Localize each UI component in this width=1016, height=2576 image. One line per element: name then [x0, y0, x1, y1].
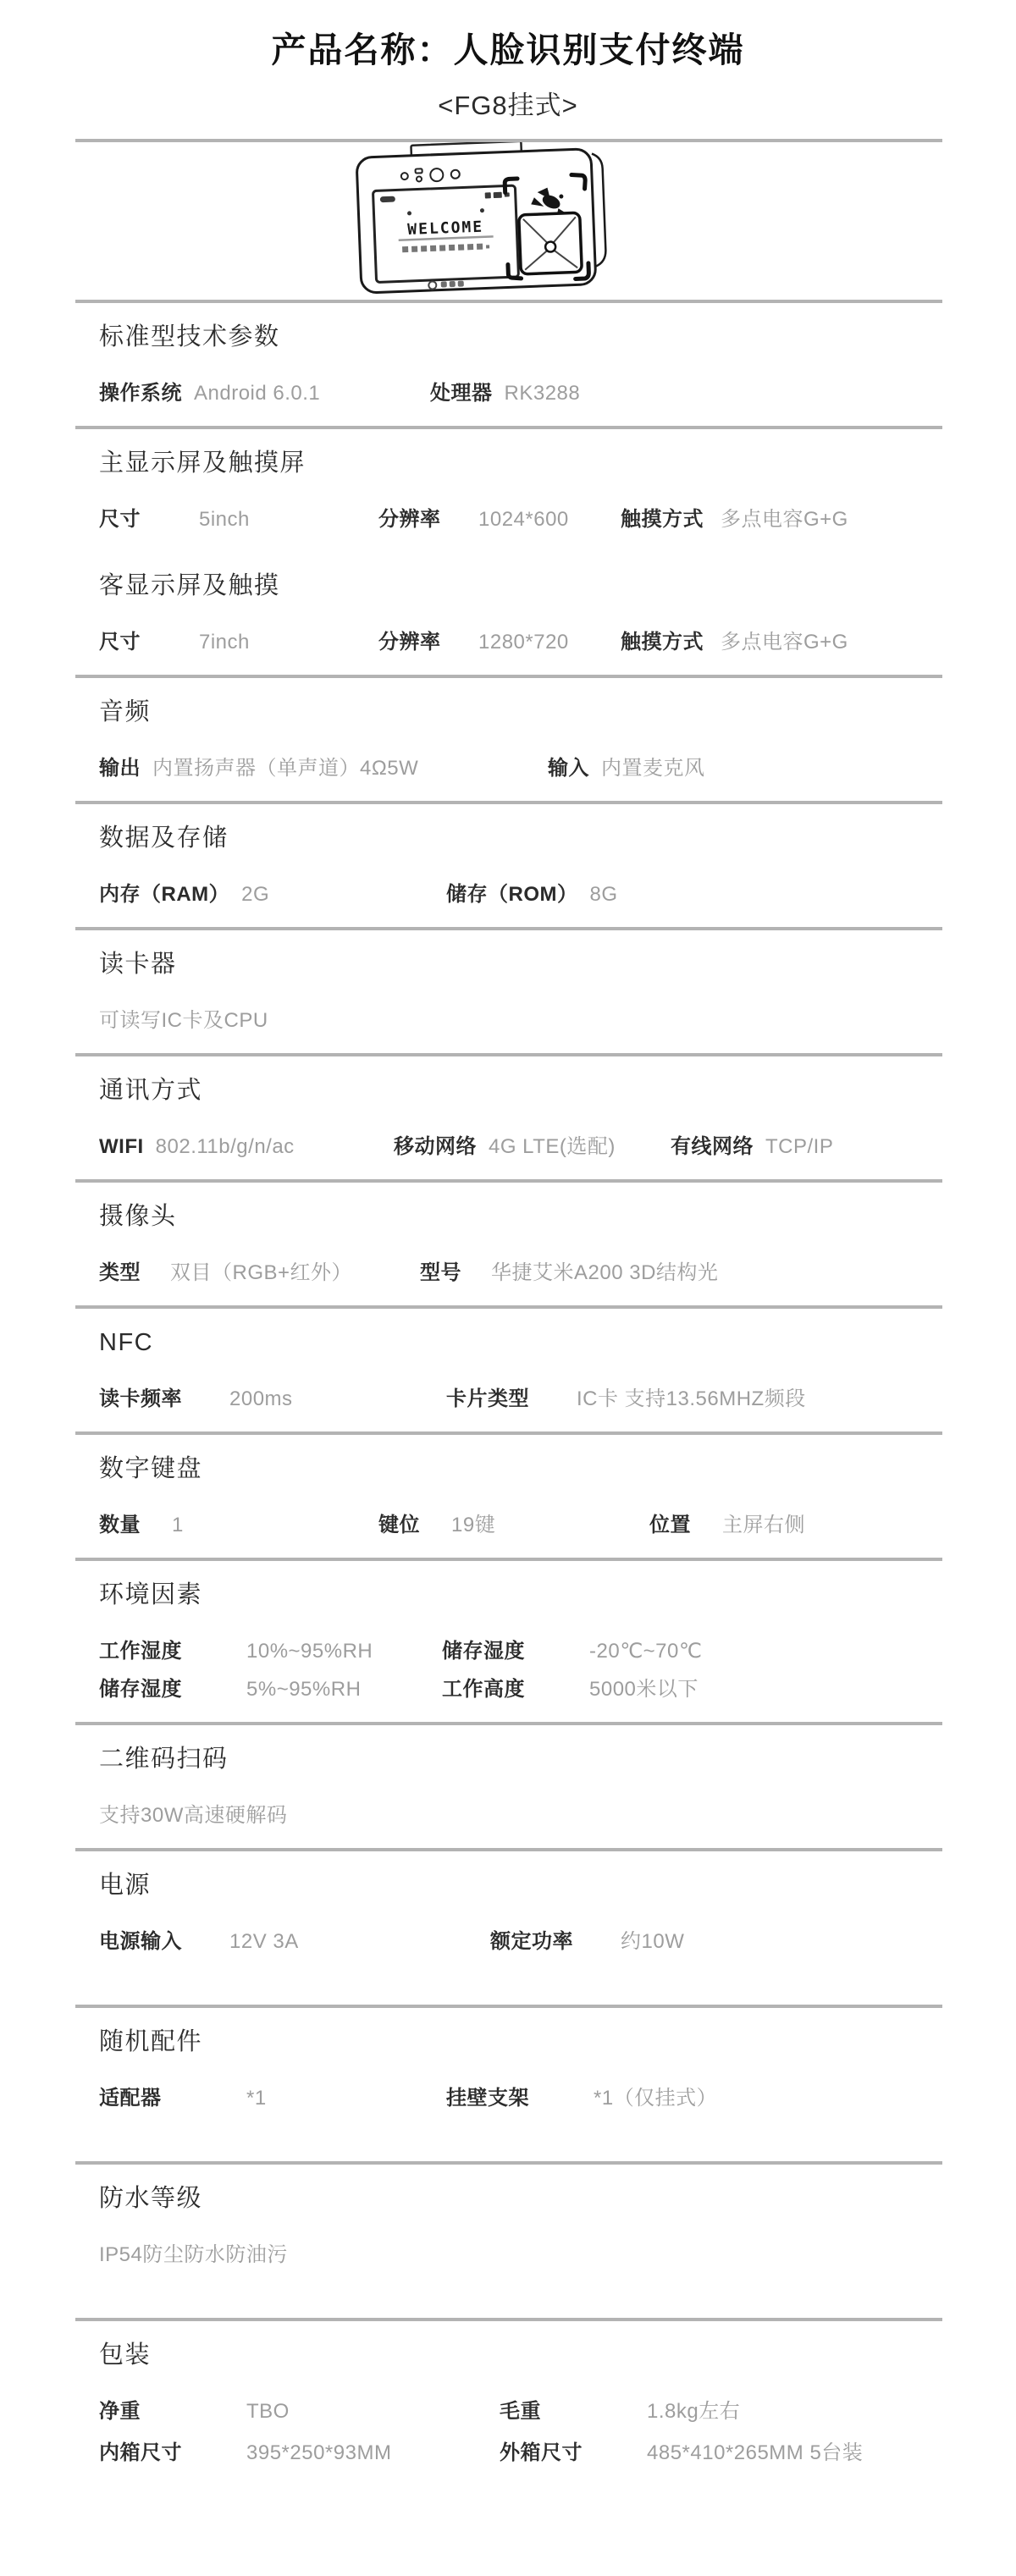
- spec-pair: [621, 508, 919, 532]
- section-title: NFC: [99, 1329, 154, 1356]
- spec-row: [99, 1261, 919, 1285]
- spec-label: 挂壁支架: [446, 2087, 529, 2110]
- spec-value: 内置扬声器（单声道）4Ω5W: [152, 757, 419, 780]
- spec-label: 内存（RAM）: [99, 883, 230, 906]
- spec-pair: [99, 1678, 442, 1702]
- spec-pair: [490, 1930, 919, 1954]
- spec-pair: [99, 1387, 446, 1411]
- spec-row: [99, 508, 919, 532]
- spec-value: 双目（RGB+红外）: [170, 1261, 353, 1284]
- spec-value: 10%~95%RH: [246, 1640, 373, 1663]
- spec-value: 华捷艾米A200 3D结构光: [491, 1261, 719, 1284]
- spec-row: [99, 1387, 919, 1411]
- spec-label: 尺寸: [99, 508, 141, 531]
- face-payment-terminal-drawing: [0, 142, 1016, 300]
- spec-pair: [99, 1261, 420, 1285]
- spec-pair: [99, 1009, 919, 1033]
- spec-pair: [99, 1514, 378, 1537]
- spec-section-keypad: [75, 1435, 942, 1558]
- spec-pair: [99, 2400, 500, 2424]
- spec-pair: [99, 2087, 446, 2110]
- spec-label: 处理器: [430, 382, 493, 405]
- spec-value: 5%~95%RH: [246, 1678, 362, 1701]
- spec-row: [99, 1135, 919, 1159]
- spec-label: 有线网络: [671, 1135, 754, 1158]
- spec-label: 工作高度: [442, 1678, 525, 1701]
- section-title: 防水等级: [99, 2185, 203, 2212]
- spec-row: [99, 1640, 919, 1663]
- spec-value: *1: [246, 2087, 267, 2110]
- section-title: 数字键盘: [99, 1455, 203, 1482]
- section-title: 随机配件: [99, 2028, 203, 2055]
- spec-section-qr-scan: [75, 1725, 942, 1848]
- spec-value: 1024*600: [478, 508, 569, 531]
- spec-value: 7inch: [199, 631, 250, 654]
- spec-label: 储存湿度: [442, 1640, 525, 1663]
- spec-section-accessories: [75, 2008, 942, 2161]
- spec-row: [99, 2400, 919, 2424]
- spec-pair: [500, 2400, 919, 2424]
- spec-value: 2G: [241, 883, 270, 906]
- spec-section-card-reader: [75, 930, 942, 1053]
- spec-label: 电源输入: [99, 1930, 182, 1953]
- spec-value: 5inch: [199, 508, 250, 531]
- spec-pair: [430, 382, 919, 405]
- spec-section-packaging: [75, 2321, 942, 2485]
- spec-pair: [446, 2087, 919, 2110]
- spec-row: [99, 1804, 919, 1828]
- spec-pair: [446, 1387, 919, 1411]
- spec-value: 1280*720: [478, 631, 569, 654]
- spec-pair: [378, 1514, 649, 1537]
- spec-pair: [99, 508, 378, 532]
- spec-label: 储存湿度: [99, 1678, 182, 1701]
- spec-pair: [442, 1678, 919, 1702]
- spec-label: 额定功率: [490, 1930, 573, 1953]
- spec-label: 读卡频率: [99, 1387, 182, 1410]
- spec-label: 位置: [649, 1514, 691, 1536]
- section-title: 读卡器: [99, 951, 177, 978]
- spec-row: [99, 883, 919, 907]
- spec-pair: [99, 2243, 919, 2267]
- spec-value: Android 6.0.1: [194, 382, 321, 405]
- spec-value: 1: [172, 1514, 184, 1536]
- spec-value: 可读写IC卡及CPU: [99, 1009, 268, 1032]
- spec-value: 19键: [451, 1514, 496, 1536]
- spec-value: 5000米以下: [589, 1678, 698, 1701]
- spec-pair: [446, 883, 919, 907]
- section-title: 标准型技术参数: [99, 323, 280, 350]
- spec-row: [99, 382, 919, 405]
- spec-section-power: [75, 1851, 942, 2005]
- spec-label: 输入: [548, 757, 589, 780]
- spec-section-connectivity: [75, 1056, 942, 1179]
- spec-value: TCP/IP: [765, 1135, 834, 1158]
- spec-row: [99, 631, 919, 654]
- spec-row: [99, 2087, 919, 2110]
- spec-section-camera: [75, 1183, 942, 1305]
- section-title: 摄像头: [99, 1203, 177, 1230]
- spec-section-displays: [75, 429, 942, 675]
- spec-pair: [442, 1640, 919, 1663]
- spec-value: 8G: [589, 883, 618, 906]
- section-title: 数据及存储: [99, 825, 229, 852]
- spec-label: 操作系统: [99, 382, 182, 405]
- spec-pair: [99, 1804, 919, 1828]
- page-title: 产品名称：人脸识别支付终端: [271, 30, 745, 69]
- spec-row: [99, 757, 919, 781]
- section-title: 二维码扫码: [99, 1746, 229, 1773]
- spec-row: [99, 2243, 919, 2267]
- spec-section-audio: [75, 678, 942, 801]
- spec-section-environment: [75, 1561, 942, 1722]
- spec-label: 尺寸: [99, 631, 141, 654]
- spec-value: 395*250*93MM: [246, 2441, 392, 2464]
- spec-value: 1.8kg左右: [647, 2400, 741, 2423]
- spec-value: 内置麦克风: [601, 757, 705, 780]
- spec-label: 卡片类型: [446, 1387, 529, 1410]
- spec-pair: [394, 1135, 671, 1159]
- spec-section-storage: [75, 804, 942, 927]
- spec-label: 外箱尺寸: [500, 2441, 583, 2464]
- spec-row: [99, 1514, 919, 1537]
- product-illustration: [0, 142, 1016, 300]
- spec-label: 分辨率: [378, 508, 441, 531]
- spec-value: 主屏右侧: [722, 1514, 805, 1536]
- spec-label: 类型: [99, 1261, 141, 1284]
- spec-row: [99, 1009, 919, 1033]
- spec-pair: [621, 631, 919, 654]
- spec-value: 4G LTE(选配): [489, 1135, 616, 1158]
- spec-pair: [548, 757, 919, 781]
- spec-label: 内箱尺寸: [99, 2441, 182, 2464]
- spec-pair: [99, 2441, 500, 2465]
- section-title: 包装: [99, 2342, 152, 2369]
- spec-pair: [99, 1640, 442, 1663]
- spec-value: 200ms: [229, 1387, 293, 1410]
- welcome-text: WELCOME: [406, 218, 484, 240]
- spec-value: *1（仅挂式）: [594, 2087, 718, 2110]
- spec-row: [99, 2441, 919, 2465]
- spec-label: 适配器: [99, 2087, 162, 2110]
- spec-label: WIFI: [99, 1135, 144, 1158]
- spec-value: IP54防尘防水防油污: [99, 2243, 288, 2266]
- spec-value: IC卡 支持13.56MHZ频段: [577, 1387, 806, 1410]
- spec-label: 移动网络: [394, 1135, 477, 1158]
- section-title: 音频: [99, 698, 152, 725]
- section-title: 客显示屏及触摸: [99, 572, 280, 599]
- spec-label: 分辨率: [378, 631, 441, 654]
- spec-value: 485*410*265MM 5台装: [647, 2441, 864, 2464]
- spec-pair: [99, 883, 446, 907]
- spec-pair: [420, 1261, 919, 1285]
- spec-label: 触摸方式: [621, 631, 704, 654]
- spec-pair: [500, 2441, 919, 2465]
- spec-pair: [99, 382, 430, 405]
- spec-pair: [99, 631, 378, 654]
- spec-label: 毛重: [500, 2400, 541, 2423]
- spec-value: 多点电容G+G: [721, 508, 848, 531]
- spec-row: [99, 1930, 919, 1954]
- spec-pair: [99, 1930, 490, 1954]
- spec-pair: [649, 1514, 919, 1537]
- spec-pair: [99, 757, 548, 781]
- section-title: 通讯方式: [99, 1077, 203, 1104]
- content-container: [75, 139, 942, 2485]
- spec-value: 多点电容G+G: [721, 631, 848, 654]
- spec-value: RK3288: [504, 382, 581, 405]
- spec-value: 12V 3A: [229, 1930, 299, 1953]
- spec-label: 净重: [99, 2400, 141, 2423]
- spec-label: 触摸方式: [621, 508, 704, 531]
- spec-row: [99, 1678, 919, 1702]
- section-title: 电源: [99, 1872, 152, 1899]
- spec-pair: [671, 1135, 919, 1159]
- spec-section-waterproof: [75, 2165, 942, 2318]
- spec-pair: [378, 508, 621, 532]
- spec-label: 工作湿度: [99, 1640, 182, 1663]
- spec-value: TBO: [246, 2400, 290, 2423]
- spec-section-nfc: [75, 1309, 942, 1431]
- spec-label: 数量: [99, 1514, 141, 1536]
- spec-label: 输出: [99, 757, 141, 780]
- spec-value: -20℃~70℃: [589, 1640, 703, 1663]
- spec-value: 支持30W高速硬解码: [99, 1804, 288, 1827]
- spec-pair: [378, 631, 621, 654]
- spec-label: 型号: [420, 1261, 461, 1284]
- spec-label: 储存（ROM）: [446, 883, 578, 906]
- section-title: 主显示屏及触摸屏: [99, 450, 306, 477]
- spec-pair: [99, 1135, 394, 1159]
- spec-label: 键位: [378, 1514, 420, 1536]
- spec-section-standard-params: [75, 303, 942, 426]
- spec-value: 802.11b/g/n/ac: [155, 1135, 295, 1158]
- envelope-scan-icon: [519, 212, 583, 274]
- spec-value: 约10W: [621, 1930, 685, 1953]
- page-subtitle: <FG8挂式>: [438, 91, 578, 120]
- section-title: 环境因素: [99, 1581, 203, 1608]
